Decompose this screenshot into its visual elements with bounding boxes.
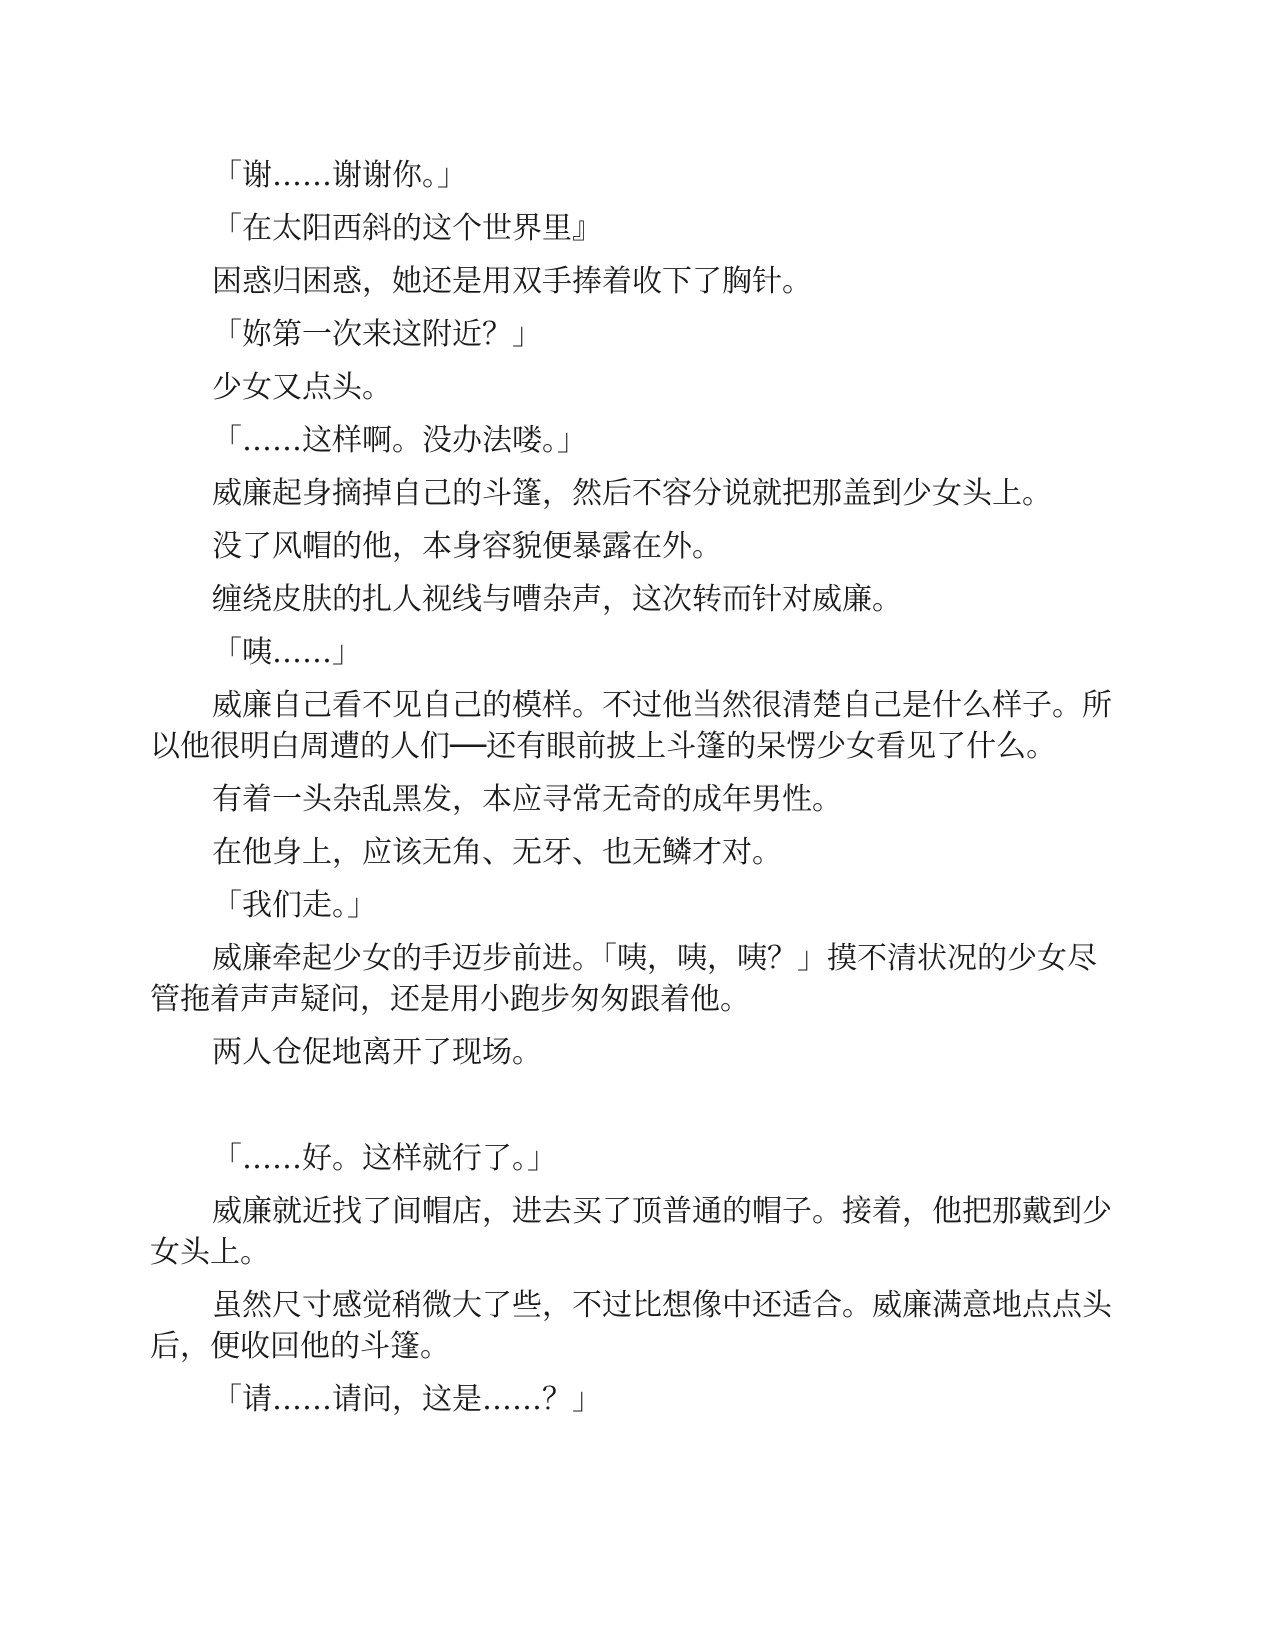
- paragraph: 「……好。这样就行了。」: [212, 1141, 557, 1176]
- paragraph: 没了风帽的他，本身容貌便暴露在外。: [212, 529, 722, 564]
- paragraph: 缠绕皮肤的扎人视线与嘈杂声，这次转而针对威廉。: [212, 582, 902, 617]
- paragraph: 「我们走。」: [212, 888, 377, 923]
- paragraph: 「在太阳西斜的这个世界里』: [212, 211, 602, 246]
- section-break: [150, 1085, 1125, 1138]
- document-body: [150, 155, 1125, 1432]
- paragraph: 在他身上，应该无角、无牙、也无鳞才对。: [212, 835, 782, 870]
- paragraph: 有着一头杂乱黑发，本应寻常无奇的成年男性。: [212, 782, 842, 817]
- paragraph: 两人仓促地离开了现场。: [212, 1035, 542, 1070]
- paragraph: 困惑归困惑，她还是用双手捧着收下了胸针。: [212, 264, 812, 299]
- paragraph: 「请……请问，这是……？」: [212, 1382, 602, 1417]
- paragraph: 「妳第一次来这附近？」: [212, 317, 542, 352]
- paragraph: 威廉牵起少女的手迈步前进。「咦，咦，咦？」摸不清状况的少女尽管拖着声声疑问，还是用小跑步匆匆跟着他。: [150, 941, 1097, 1017]
- paragraph: 少女又点头。: [212, 370, 392, 405]
- paragraph: 威廉就近找了间帽店，进去买了顶普通的帽子。接着，他把那戴到少女头上。: [150, 1194, 1112, 1270]
- paragraph: 「……这样啊。没办法喽。」: [212, 423, 587, 458]
- paragraph: 「咦……」: [212, 635, 362, 670]
- paragraph: 威廉自己看不见自己的模样。不过他当然很清楚自己是什么样子。所以他很明白周遭的人们──还有眼前披上斗篷的呆愣少女看见了什么。: [150, 688, 1112, 764]
- paragraph: 虽然尺寸感觉稍微大了些，不过比想像中还适合。威廉满意地点点头后，便收回他的斗篷。: [150, 1288, 1112, 1364]
- paragraph: 威廉起身摘掉自己的斗篷，然后不容分说就把那盖到少女头上。: [212, 476, 1052, 511]
- paragraph: 「谢……谢谢你。」: [212, 158, 467, 193]
